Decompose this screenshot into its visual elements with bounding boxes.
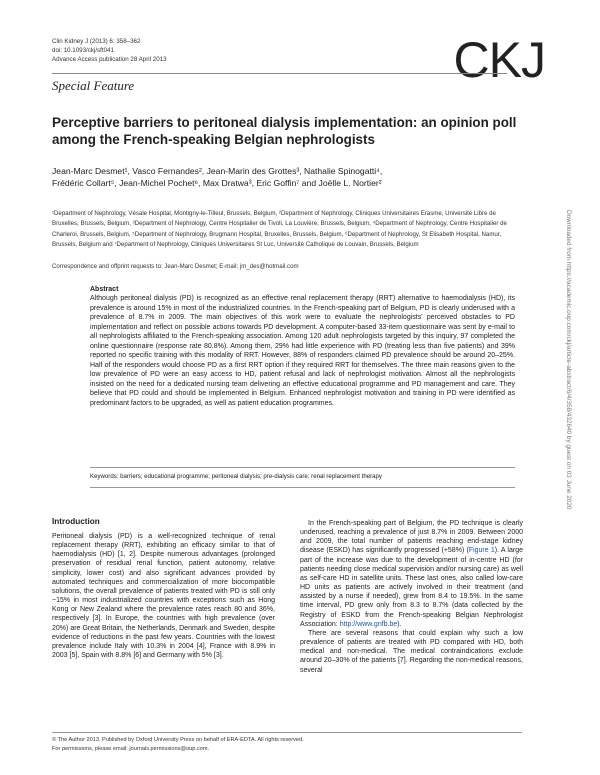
keywords-divider-bottom bbox=[90, 487, 515, 488]
intro-paragraph-3: There are several reasons that could explain why such a low prevalence of patients are treated with PD compared with HD, both medical and non-medical. The medical contraindications exclude around 20–30% of the patients [7]. Regarding the non-medical reasons, several bbox=[300, 629, 523, 674]
author-list bbox=[52, 166, 522, 189]
copyright-notice: © The Author 2013. Published by Oxford University Press on behalf of ERA-EDTA. All rights reserved. bbox=[52, 737, 304, 743]
section-label: Special Feature bbox=[52, 78, 135, 93]
journal-citation: Clin Kidney J (2013) 6: 358–362 bbox=[52, 38, 141, 45]
authors-line-2: Frédéric Collart⁵, Jean-Michel Pochet⁶, Max Dratwa³, Eric Goffin⁷ and Joëlle L. Nortier² bbox=[52, 177, 382, 188]
header-divider bbox=[52, 73, 507, 74]
affiliations: ¹Department of Nephrology, Vésale Hospital, Montigny-le-Tilleul, Brussels, Belgium, ²Department of Nephrology, Cliniques Universitaires Erasme, Université Libre de Bruxelles, Brussels, Belgium, ³Department of Nephrology, Centre Hospitalier de Tivoli, La Louvière, Brussels, Belgium, ⁴Department of Nephrology, Centre Hospitalier de Charleroi, Brussels, Belgium, ⁵Department of Nephrology, Brugmann Hospital, Bruxelles, Brussels, Belgium, ⁶Department of Nephrology, St Elisabeth Hospital, Namur, Brussels, Belgium and ⁷Department of Nephrology, Cliniques Universitaires St Luc, Université Catholique de Louvain, Brussels, Belgium bbox=[52, 210, 507, 248]
correspondence: Correspondence and offprint requests to: Jean-Marc Desmet; E-mail: jm_des@hotmail.com bbox=[52, 263, 299, 270]
paragraph-text: ). bbox=[397, 620, 402, 628]
paragraph-text: In the French-speaking part of Belgium, the PD technique is clearly underused, reaching a prevalence of just 8.7% in 2009. Between 2000 and 2009, the total number of patients reaching end-stage kidney disease (ESKD) has significantly progressed (+58%) ( bbox=[300, 520, 523, 555]
permissions-notice: For permissions, please email: journals.permissions@oup.com. bbox=[52, 746, 210, 752]
body-column-left bbox=[52, 532, 275, 660]
abstract-heading: Abstract bbox=[90, 286, 119, 293]
paragraph-text: ). A large part of the increase was due to the development of in-centre HD (for patients needing close medical supervision and/or nursing care) as well as self-care HD in satellite units. These last ones, also called low-care HD units as patients are actively involved in their treatment (and assisted by a nurse if needed), grew from 8.4 to 19.5%. In the same time interval, PD grew only from 8.3 to 8.7% (data collected by the Registry of ESKD from the French-speaking Belgian Nephrologist Association: bbox=[300, 547, 523, 628]
intro-paragraph-1: Peritoneal dialysis (PD) is a well-recognized technique of renal replacement therapy (RRT), exhibiting an efficacy similar to that of haemodialysis (HD) [1, 2]. Despite numerous advantages (prolonged preservation of residual renal function, patient autonomy, relative simplicity, lower cost) and also significant advances provided by automated techniques and commercialization of more biocompatible solutions, the overall prevalence of patients treated with PD is still only ~15% in most industrialized countries with exceptions such as Hong Kong or New Zealand where the prevalence rates reach 80 and 36%, respectively [3]. In Europe, the countries with high prevalence (over 20%) are Great Britain, the Netherlands, Denmark and Sweden, despite evidence of reductions in the past few years. Countries with the lowest prevalence include Italy with 10.3% in 2004 [4], France with 8.9% in 2003 [5], Spain with 8.8% [6] and Germany with 5% [3]. bbox=[52, 533, 275, 660]
registry-url-link[interactable]: http://www.gnfb.be bbox=[339, 620, 398, 628]
abstract-text: Although peritoneal dialysis (PD) is recognized as an effective renal replacement therapy (RRT) alternative to haemodialysis (HD), its prevalence is around 15% in most of the industrialized countries. In the French-speaking part of Belgium, PD is clearly underused with a prevalence of 8.7% in 2009. The main objectives of this work were to evaluate the nephrologists' perceived obstacles to PD implementation and reflect on possible actions towards PD development. A computer-based 33-item questionnaire was sent by e-mail to all nephrologists affiliated to the French-speaking association. Among 120 adult nephrologists targeted by this inquiry, 97 completed the online questionnaire (response rate 80.8%). Among them, 29% had little experience with PD (treating less than five patients) and 39% reported no specific training with this modality of RRT. However, 88% of responders claimed PD prevalence should be around 20–25%. Half of the responders would choose PD as a first RRT option if they required RRT for themselves. The three main reasons given to the low prevalence of PD were an easy access to HD, patient refusal and lack of nephrologist motivation. Almost all the nephrologists insisted on the need for a dedicated nursing team delivering an effective educational programme and PD management and care. They believe that PD could and should be implemented in Belgium. Enhanced nephrologist motivation and training in PD were identified as predominant factors to be upgraded, as well as patient education programmes. bbox=[90, 295, 515, 408]
intro-paragraph-2 bbox=[300, 519, 523, 629]
doi: doi: 10.1093/ckj/sft041 bbox=[52, 47, 114, 55]
article-title: Perceptive barriers to peritoneal dialysis implementation: an opinion poll among the French-speaking Belgian nephrologists bbox=[52, 115, 517, 147]
download-watermark: Downloaded from https://academic.oup.com/ckj/article-abstract/6/4/358/432640 by guest on 03 June 2020 bbox=[565, 210, 572, 510]
footer bbox=[52, 736, 522, 754]
authors-line-1: Jean-Marc Desmet¹, Vasco Fernandes², Jean-Marin des Grottes³, Nathalie Spinogatti⁴, bbox=[52, 166, 383, 176]
keywords: Keywords: barriers; educational programme; peritoneal dialysis; pre-dialysis care; renal replacement therapy bbox=[90, 473, 382, 480]
footer-divider bbox=[52, 732, 522, 733]
advance-access: Advance Access publication 28 April 2013 bbox=[52, 56, 167, 64]
keywords-divider-top bbox=[90, 467, 515, 468]
body-column-right bbox=[300, 519, 523, 675]
figure-1-link[interactable]: Figure 1 bbox=[468, 547, 495, 555]
journal-logo: CKJ bbox=[453, 32, 545, 88]
abstract bbox=[90, 286, 515, 409]
introduction-heading: Introduction bbox=[52, 517, 100, 526]
journal-meta bbox=[52, 37, 167, 65]
